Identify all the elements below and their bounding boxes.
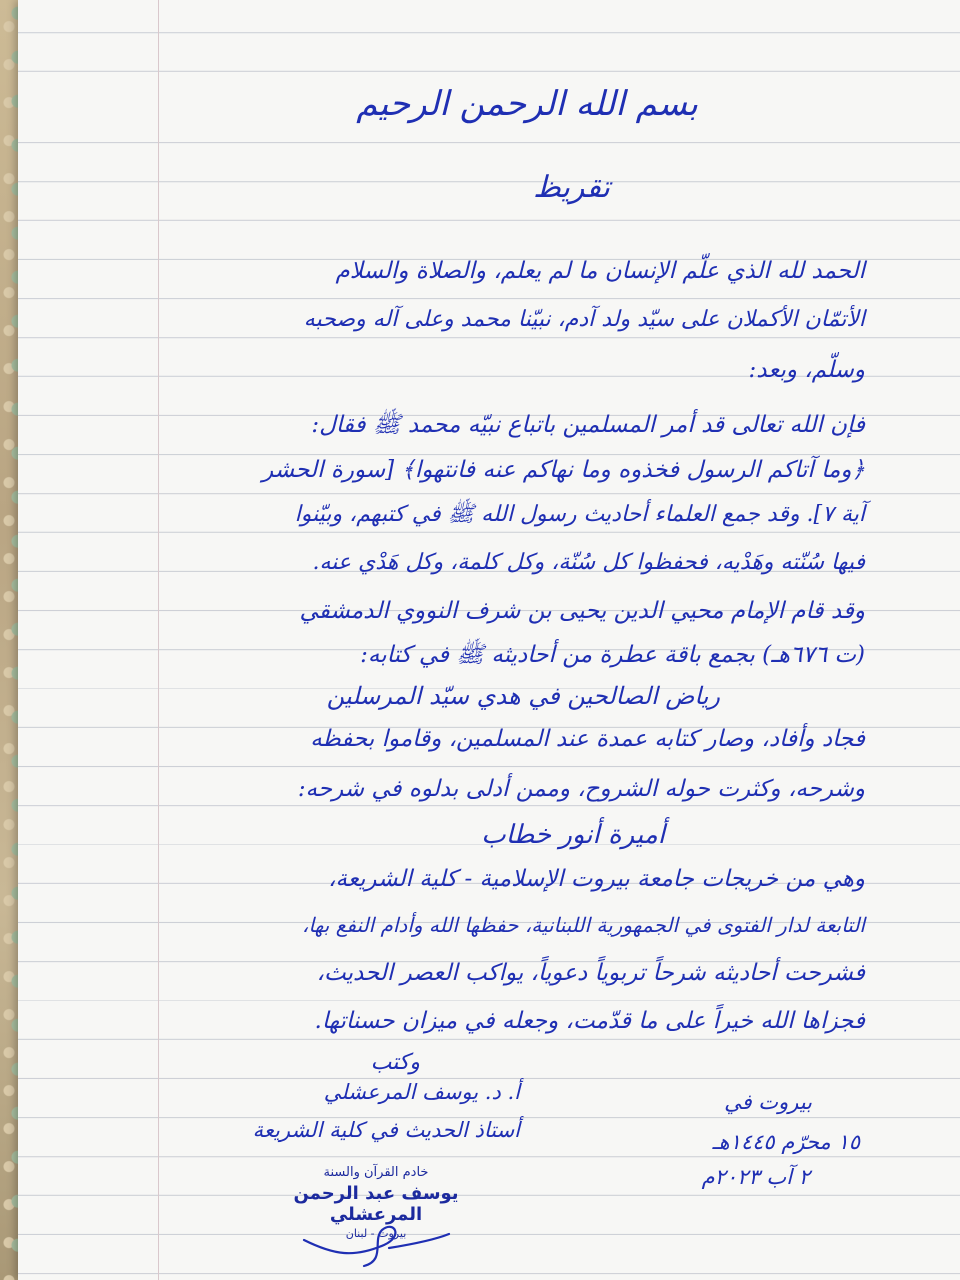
stamp-line-1: خادم القرآن والسنة xyxy=(323,1165,429,1180)
handwritten-signature xyxy=(294,1200,454,1270)
wa-kataba-line: وكتب xyxy=(370,1050,420,1075)
signatory-name: أ. د. يوسف المرعشلي xyxy=(323,1080,520,1104)
body-line-12: وشرحه، وكثرت حوله الشروح، وممن أدلى بدلوه في شرحه: xyxy=(297,776,865,802)
body-line-1: الحمد لله الذي علّم الإنسان ما لم يعلم، والصلاة والسلام xyxy=(335,258,865,284)
body-line-15: التابعة لدار الفتوى في الجمهورية اللبنانية، حفظها الله وأدام النفع بها، xyxy=(302,913,865,937)
body-line-8: وقد قام الإمام محيي الدين يحيى بن شرف النووي الدمشقي xyxy=(299,598,865,624)
paper-sheet xyxy=(18,0,960,1280)
body-line-6: آية ٧]. وقد جمع العلماء أحاديث رسول الله ﷺ في كتبهم، وبيّنوا xyxy=(294,502,865,527)
date-place: بيروت في xyxy=(724,1090,812,1114)
body-line-3: وسلّم، وبعد: xyxy=(748,357,865,383)
body-line-14: وهي من خريجات جامعة بيروت الإسلامية - كلية الشريعة، xyxy=(328,866,865,892)
body-line-16: فشرحت أحاديثه شرحاً تربوياً دعوياً، يواكب العصر الحديث، xyxy=(316,960,865,986)
body-line-11: فجاد وأفاد، وصار كتابه عمدة عند المسلمين، وقاموا بحفظه xyxy=(310,726,865,752)
stamp-line-3: بيروت - لبنان xyxy=(345,1227,407,1240)
date-hijri: ١٥ محرّم ١٤٤٥هـ xyxy=(712,1130,860,1154)
book-title-line: رياض الصالحين في هدي سيّد المرسلين xyxy=(326,682,720,710)
body-line-17: فجزاها الله خيراً على ما قدّمت، وجعله في ميزان حسناتها. xyxy=(314,1008,865,1034)
body-line-5: ﴿وما آتاكم الرسول فخذوه وما نهاكم عنه فانتهوا﴾ [سورة الحشر xyxy=(262,457,865,483)
body-line-2: الأتمّان الأكملان على سيّد ولد آدم، نبيّنا محمد وعلى آله وصحبه xyxy=(303,307,865,332)
stamp-line-2: يوسف عبد الرحمن المرعشلي xyxy=(293,1183,459,1225)
margin-rule xyxy=(158,0,159,1280)
body-line-7: فيها سُنّته وهَدْيه، فحفظوا كل سُنّة، وكل كلمة، وكل هَدْي عنه. xyxy=(312,550,865,575)
body-line-9: (ت ٦٧٦هـ) بجمع باقة عطرة من أحاديثه ﷺ في كتابه: xyxy=(360,642,865,668)
author-name-line: أميرة أنور خطاب xyxy=(481,820,665,850)
body-line-4: فإن الله تعالى قد أمر المسلمين باتباع نبيّه محمد ﷺ فقال: xyxy=(311,412,865,438)
signatory-position: أستاذ الحديث في كلية الشريعة xyxy=(252,1118,520,1142)
basmala-heading: بسم الله الرحمن الرحيم xyxy=(356,84,698,124)
date-gregorian: ٢ آب ٢٠٢٣م xyxy=(701,1165,810,1189)
document-title: تقريظ xyxy=(533,170,610,205)
